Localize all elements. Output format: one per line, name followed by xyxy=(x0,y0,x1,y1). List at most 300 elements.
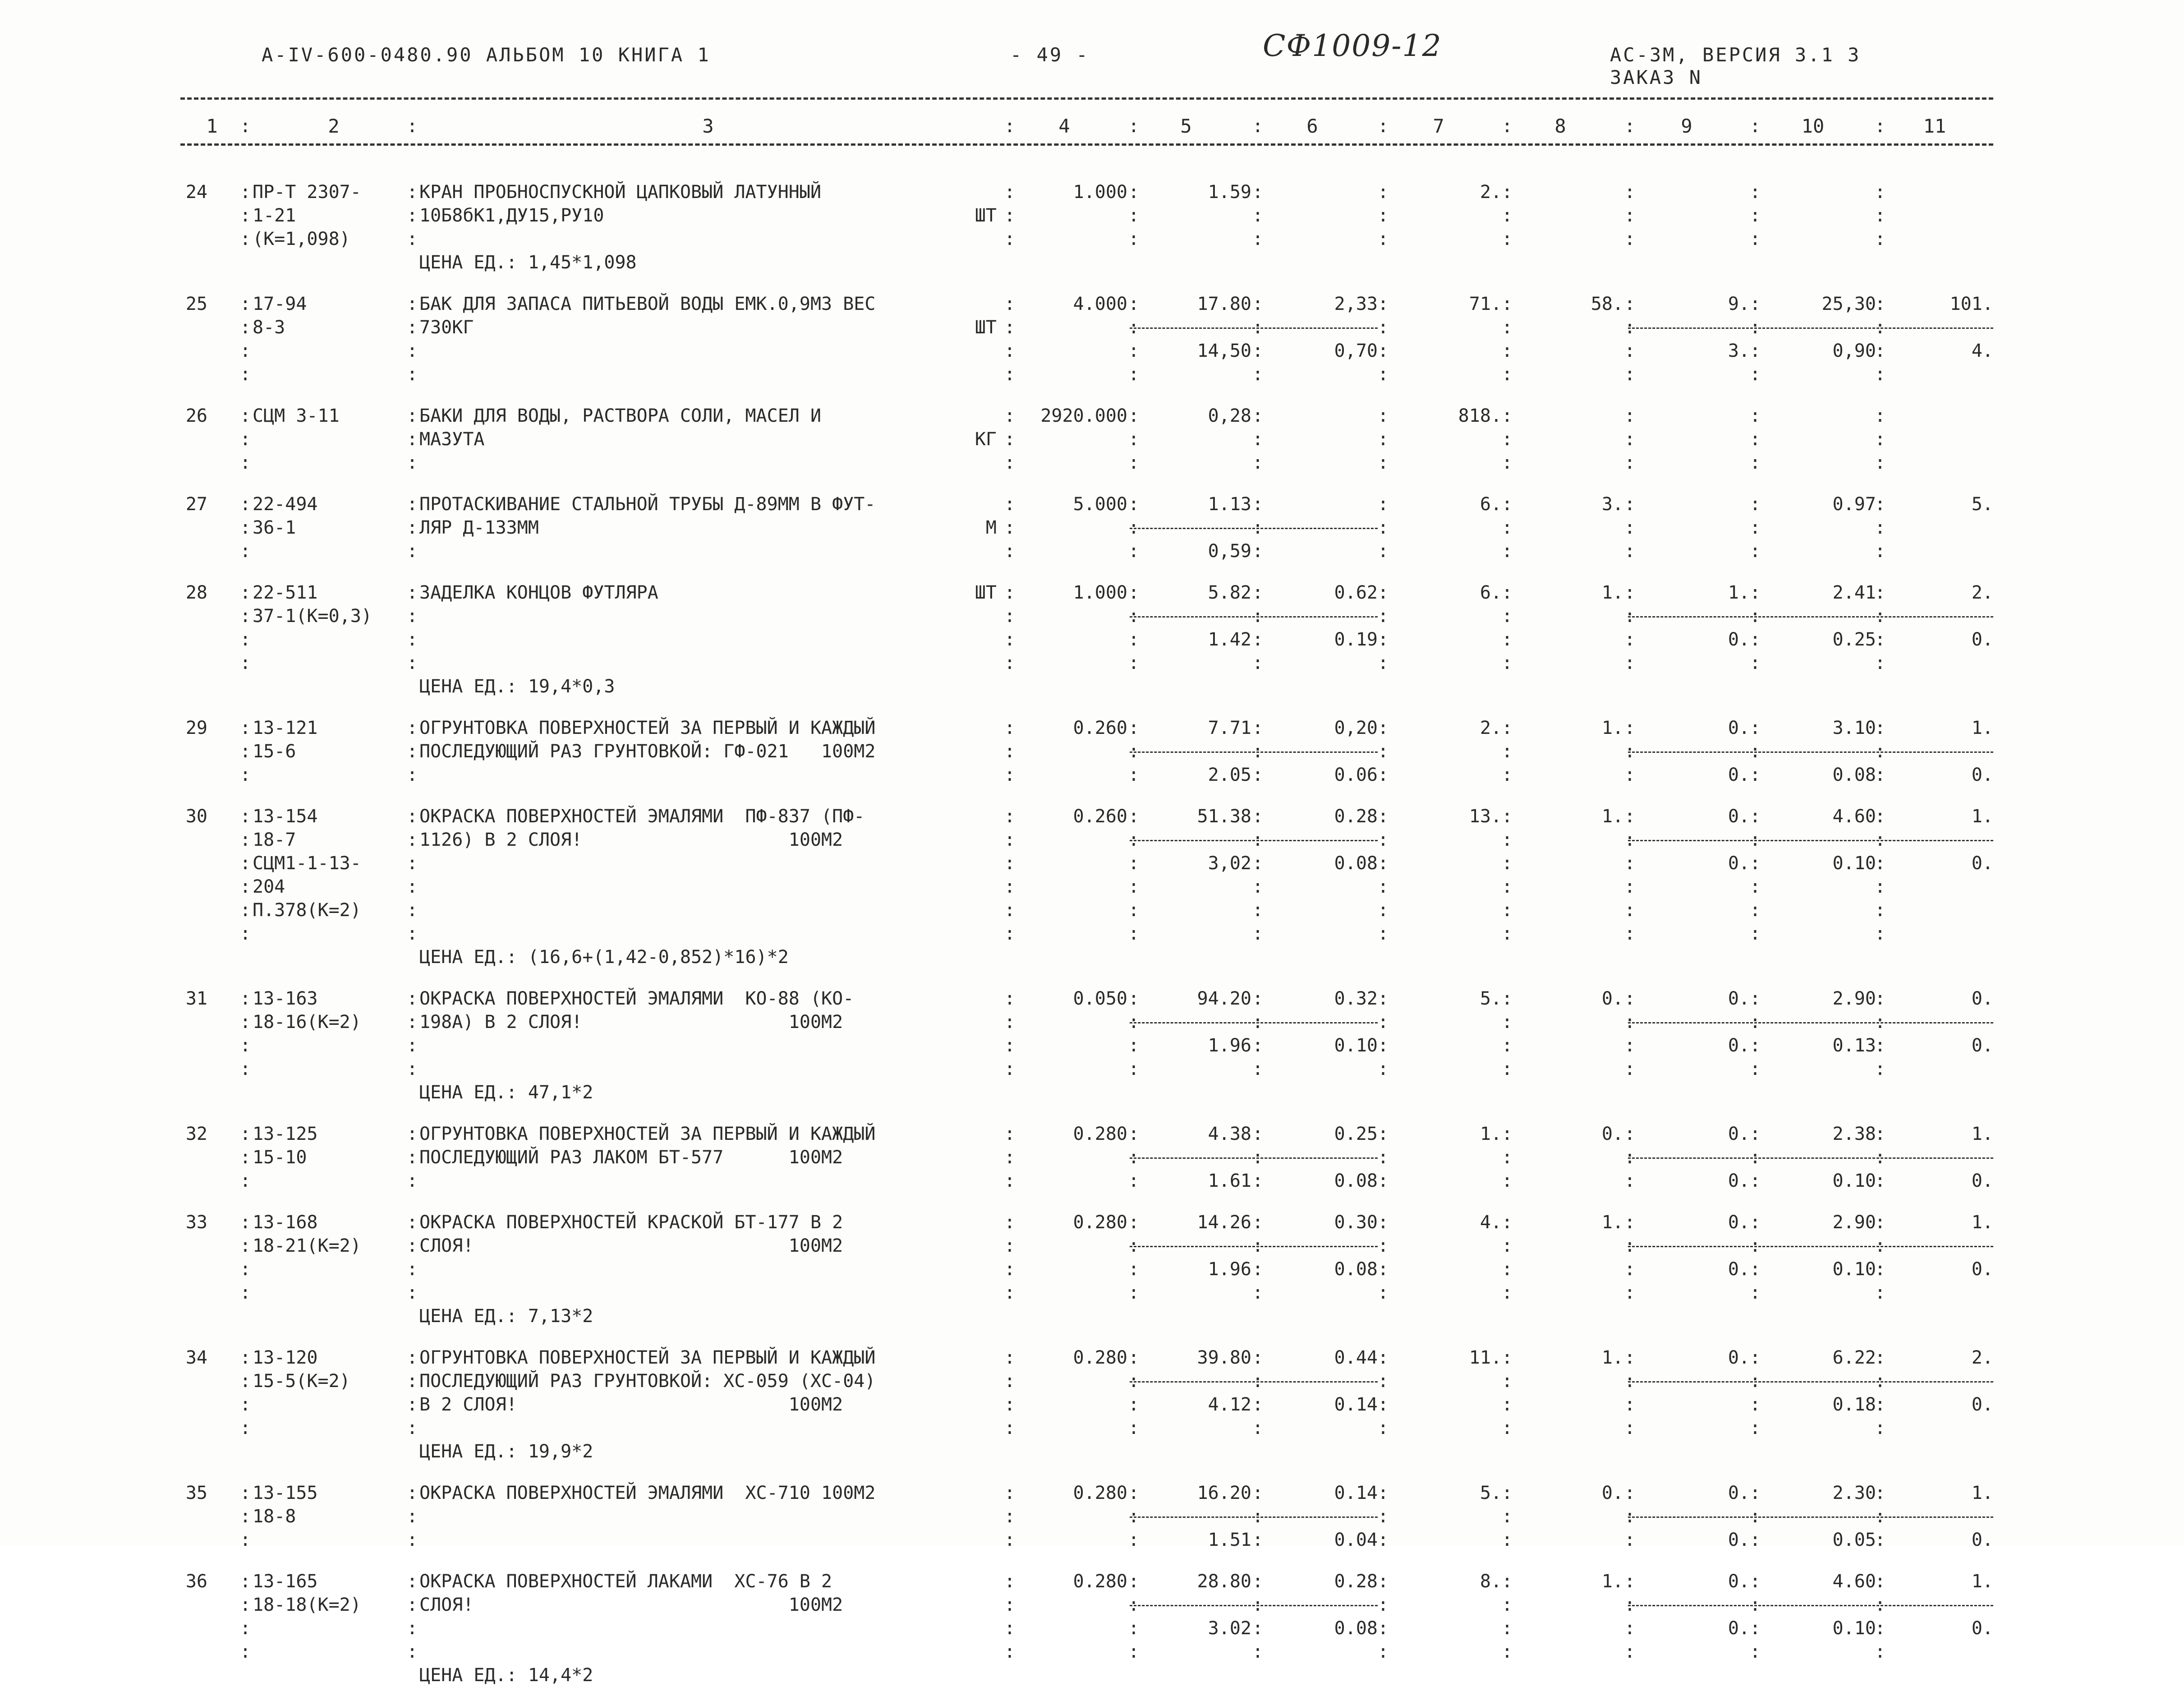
column-divider-mark: : xyxy=(1004,1595,1016,1615)
column-divider-mark: : xyxy=(407,606,418,627)
work-description: ОКРАСКА ПОВЕРХНОСТЕЙ КРАСКОЙ БТ-177 В 2 xyxy=(419,1212,843,1233)
subtotal-col-10: 0.10 xyxy=(1832,1618,1876,1639)
column-divider-mark: : xyxy=(1750,494,1761,515)
value-col-7: 6. xyxy=(1480,582,1502,603)
column-divider-mark: : xyxy=(1750,1147,1761,1168)
value-col-4: 0.260 xyxy=(1073,718,1127,738)
column-divider-mark: : xyxy=(1252,765,1264,785)
column-divider-mark: : xyxy=(1378,229,1389,249)
value-col-9: 0. xyxy=(1728,1571,1750,1592)
value-col-11: 2. xyxy=(1971,582,1993,603)
column-divider-mark: : xyxy=(1750,1394,1761,1415)
column-divider-mark: : xyxy=(1252,741,1264,762)
value-col-10: 2.90 xyxy=(1832,988,1876,1009)
subtotal-col-5: 1.42 xyxy=(1208,629,1251,650)
work-description: ОГРУНТОВКА ПОВЕРХНОСТЕЙ ЗА ПЕРВЫЙ И КАЖДЫЙ xyxy=(419,1124,876,1144)
subtotal-col-11: 0. xyxy=(1971,853,1993,874)
column-divider-mark: : xyxy=(407,429,418,450)
column-divider-mark: : xyxy=(1750,582,1761,603)
column-divider-mark: : xyxy=(407,317,418,338)
column-divider-mark: : xyxy=(1378,900,1389,921)
value-col-11: 0. xyxy=(1971,988,1993,1009)
column-divider-mark: : xyxy=(1750,1571,1761,1592)
column-divider-mark: : xyxy=(1252,900,1264,921)
value-col-5: 51.38 xyxy=(1197,806,1251,827)
program-version: АС-3М, ВЕРСИЯ 3.1 3 xyxy=(1610,44,1861,66)
column-divider-mark: : xyxy=(1378,606,1389,627)
column-divider-mark: : xyxy=(1004,1394,1016,1415)
column-divider-mark: : xyxy=(1128,1483,1140,1503)
column-divider-mark: : xyxy=(1875,1147,1886,1168)
column-divider-mark: : xyxy=(1875,1418,1886,1438)
column-divider-mark: : xyxy=(1128,923,1140,944)
column-divider-mark: : xyxy=(1004,1035,1016,1056)
column-number-6: 6 xyxy=(1306,115,1318,137)
column-divider-mark: : xyxy=(1378,341,1389,361)
column-divider-mark: : xyxy=(1128,494,1140,515)
column-divider-mark: : xyxy=(1624,452,1636,473)
row-number: 35 xyxy=(185,1483,207,1503)
column-divider-mark: : xyxy=(407,116,418,137)
subtotal-col-6: 0.04 xyxy=(1334,1530,1378,1550)
column-divider-mark: : xyxy=(407,1641,418,1662)
column-divider-mark: : xyxy=(1128,1012,1140,1032)
column-divider-mark: : xyxy=(1378,1595,1389,1615)
subtotal-dashes xyxy=(1628,1157,1993,1159)
column-divider-mark: : xyxy=(1875,1282,1886,1303)
column-divider-mark: : xyxy=(1378,1259,1389,1280)
column-divider-mark: : xyxy=(1875,629,1886,650)
column-divider-mark: : xyxy=(407,406,418,426)
column-divider-mark: : xyxy=(1624,765,1636,785)
value-col-10: 2.30 xyxy=(1832,1483,1876,1503)
column-divider-mark: : xyxy=(407,1506,418,1527)
value-col-10: 2.41 xyxy=(1832,582,1876,603)
handwritten-code: СФ1009-12 xyxy=(1263,28,1442,63)
value-col-9: 0. xyxy=(1728,1347,1750,1368)
value-col-6: 0.62 xyxy=(1334,582,1378,603)
column-divider-mark: : xyxy=(1252,1347,1264,1368)
subtotal-dashes xyxy=(1628,1022,1993,1023)
work-description: ПОСЛЕДУЮЩИЙ РАЗ ЛАКОМ БТ-577 100М2 xyxy=(419,1147,843,1168)
column-divider-mark: : xyxy=(1004,1259,1016,1280)
subtotal-dashes xyxy=(1628,616,1993,618)
value-col-8: 0. xyxy=(1601,1124,1623,1144)
subtotal-col-11: 0. xyxy=(1971,629,1993,650)
value-col-8: 1. xyxy=(1601,1212,1623,1233)
column-divider-mark: : xyxy=(1502,364,1513,385)
column-divider-mark: : xyxy=(1624,1418,1636,1438)
unit-of-measure: ШТ xyxy=(975,205,997,226)
column-divider-mark: : xyxy=(1128,1394,1140,1415)
column-divider-mark: : xyxy=(407,494,418,515)
work-description: ПОСЛЕДУЮЩИЙ РАЗ ГРУНТОВКОЙ: ХС-059 (ХС-04) xyxy=(419,1371,876,1392)
column-divider-mark: : xyxy=(1502,1418,1513,1438)
column-divider-mark: : xyxy=(1004,1171,1016,1191)
column-divider-mark: : xyxy=(1875,876,1886,897)
column-divider-mark: : xyxy=(1378,1418,1389,1438)
subtotal-col-6: 0,70 xyxy=(1334,341,1378,361)
column-divider-mark: : xyxy=(1378,1618,1389,1639)
norm-code: 17-94 xyxy=(253,294,307,314)
column-divider-mark: : xyxy=(1875,582,1886,603)
column-divider-mark: : xyxy=(1502,1035,1513,1056)
column-divider-mark: : xyxy=(1252,229,1264,249)
column-divider-mark: : xyxy=(1750,517,1761,538)
value-col-5: 28.80 xyxy=(1197,1571,1251,1592)
value-col-9: 0. xyxy=(1728,806,1750,827)
column-divider-mark: : xyxy=(1750,923,1761,944)
column-divider-mark: : xyxy=(1128,1171,1140,1191)
column-divider-mark: : xyxy=(1502,653,1513,673)
column-number-10: 10 xyxy=(1801,115,1825,137)
value-col-10: 25,30 xyxy=(1821,294,1876,314)
column-number-8: 8 xyxy=(1554,115,1566,137)
column-divider-mark: : xyxy=(240,629,251,650)
column-divider-mark: : xyxy=(1004,718,1016,738)
column-divider-mark: : xyxy=(240,1506,251,1527)
column-divider-mark: : xyxy=(407,1147,418,1168)
value-col-6: 2,33 xyxy=(1334,294,1378,314)
column-divider-mark: : xyxy=(407,1059,418,1079)
column-divider-mark: : xyxy=(1624,1530,1636,1550)
work-description: 730КГ xyxy=(419,317,474,338)
subtotal-col-6: 0.10 xyxy=(1334,1035,1378,1056)
value-col-5: 1.13 xyxy=(1208,494,1251,515)
column-divider-mark: : xyxy=(1252,1483,1264,1503)
column-divider-mark: : xyxy=(1875,1571,1886,1592)
norm-code: 13-168 xyxy=(253,1212,318,1233)
column-divider-mark: : xyxy=(1128,317,1140,338)
column-divider-mark: : xyxy=(1252,876,1264,897)
column-divider-mark: : xyxy=(1624,1171,1636,1191)
column-divider-mark: : xyxy=(1624,1506,1636,1527)
norm-code: 8-3 xyxy=(253,317,285,338)
norm-code: 13-120 xyxy=(253,1347,318,1368)
column-divider-mark: : xyxy=(1004,406,1016,426)
subtotal-col-9: 0. xyxy=(1728,765,1750,785)
value-col-6: 0.14 xyxy=(1334,1483,1378,1503)
column-divider-mark: : xyxy=(1128,116,1140,137)
column-divider-mark: : xyxy=(1875,1530,1886,1550)
subtotal-col-10: 0.10 xyxy=(1832,1259,1876,1280)
column-divider-mark: : xyxy=(1128,1506,1140,1527)
column-divider-mark: : xyxy=(1252,429,1264,450)
column-divider-mark: : xyxy=(1004,853,1016,874)
column-divider-mark: : xyxy=(1128,853,1140,874)
value-col-11: 1. xyxy=(1971,718,1993,738)
column-divider-mark: : xyxy=(240,406,251,426)
column-divider-mark: : xyxy=(1128,1641,1140,1662)
value-col-4: 0.280 xyxy=(1073,1571,1127,1592)
column-divider-mark: : xyxy=(1624,1483,1636,1503)
column-divider-mark: : xyxy=(1004,1371,1016,1392)
work-description: 10Б8бК1,ДУ15,РУ10 xyxy=(419,205,604,226)
column-divider-mark: : xyxy=(407,1418,418,1438)
column-divider-mark: : xyxy=(1502,452,1513,473)
column-divider-mark: : xyxy=(240,806,251,827)
column-divider-mark: : xyxy=(1128,1059,1140,1079)
column-divider-mark: : xyxy=(1252,1394,1264,1415)
column-divider-mark: : xyxy=(1502,923,1513,944)
unit-price-note: ЦЕНА ЕД.: 19,9*2 xyxy=(419,1441,593,1462)
column-divider-mark: : xyxy=(1875,606,1886,627)
column-divider-mark: : xyxy=(1378,1641,1389,1662)
value-col-7: 818. xyxy=(1458,406,1502,426)
column-divider-mark: : xyxy=(1378,406,1389,426)
column-divider-mark: : xyxy=(1252,1506,1264,1527)
column-divider-mark: : xyxy=(1128,429,1140,450)
column-divider-mark: : xyxy=(1502,1641,1513,1662)
norm-code: 18-21(К=2) xyxy=(253,1235,361,1256)
column-divider-mark: : xyxy=(240,205,251,226)
column-divider-mark: : xyxy=(1128,653,1140,673)
column-divider-mark: : xyxy=(1252,606,1264,627)
column-divider-mark: : xyxy=(1004,541,1016,562)
subtotal-col-11: 0. xyxy=(1971,1394,1993,1415)
column-divider-mark: : xyxy=(1750,741,1761,762)
column-divider-mark: : xyxy=(1624,1571,1636,1592)
column-divider-mark: : xyxy=(1624,923,1636,944)
column-divider-mark: : xyxy=(1502,1347,1513,1368)
column-divider-mark: : xyxy=(407,1483,418,1503)
column-divider-mark: : xyxy=(1502,1571,1513,1592)
column-divider-mark: : xyxy=(1750,1124,1761,1144)
column-divider-mark: : xyxy=(1252,1371,1264,1392)
column-divider-mark: : xyxy=(1128,1259,1140,1280)
column-divider-mark: : xyxy=(1750,900,1761,921)
column-divider-mark: : xyxy=(1750,1282,1761,1303)
column-divider-mark: : xyxy=(1624,629,1636,650)
subtotal-col-11: 4. xyxy=(1971,341,1993,361)
column-divider-mark: : xyxy=(1378,1483,1389,1503)
column-divider-mark: : xyxy=(1004,765,1016,785)
norm-code: 37-1(К=0,3) xyxy=(253,606,372,627)
column-divider-mark: : xyxy=(1128,1347,1140,1368)
column-divider-mark: : xyxy=(1624,1347,1636,1368)
column-divider-mark: : xyxy=(1004,229,1016,249)
column-divider-mark: : xyxy=(1624,182,1636,203)
column-divider-mark: : xyxy=(1502,541,1513,562)
column-divider-mark: : xyxy=(1252,1124,1264,1144)
norm-code: 15-6 xyxy=(253,741,296,762)
column-divider-mark: : xyxy=(1875,741,1886,762)
unit-price-note: ЦЕНА ЕД.: 14,4*2 xyxy=(419,1665,593,1686)
subtotal-col-6: 0.08 xyxy=(1334,1618,1378,1639)
column-divider-mark: : xyxy=(1378,629,1389,650)
value-col-8: 1. xyxy=(1601,582,1623,603)
column-divider-mark: : xyxy=(1624,341,1636,361)
column-divider-mark: : xyxy=(1750,606,1761,627)
work-description: ОКРАСКА ПОВЕРХНОСТЕЙ ЭМАЛЯМИ ХС-710 100М2 xyxy=(419,1483,876,1503)
column-divider-mark: : xyxy=(1750,806,1761,827)
norm-code: 36-1 xyxy=(253,517,296,538)
column-divider-mark: : xyxy=(1502,1595,1513,1615)
value-col-11: 1. xyxy=(1971,1212,1993,1233)
column-divider-mark: : xyxy=(1502,1259,1513,1280)
column-divider-mark: : xyxy=(1502,1371,1513,1392)
column-divider-mark: : xyxy=(407,1235,418,1256)
column-divider-mark: : xyxy=(1378,317,1389,338)
row-number: 28 xyxy=(185,582,207,603)
work-description: 1126) В 2 СЛОЯ! 100М2 xyxy=(419,830,843,850)
column-divider-mark: : xyxy=(407,653,418,673)
column-divider-mark: : xyxy=(240,830,251,850)
column-divider-mark: : xyxy=(240,1618,251,1639)
header-rule-top xyxy=(180,97,1993,100)
norm-code: 22-494 xyxy=(253,494,318,515)
work-description: ОГРУНТОВКА ПОВЕРХНОСТЕЙ ЗА ПЕРВЫЙ И КАЖДЫЙ xyxy=(419,1347,876,1368)
value-col-8: 1. xyxy=(1601,1347,1623,1368)
subtotal-col-5: 1.96 xyxy=(1208,1035,1251,1056)
column-divider-mark: : xyxy=(1502,1483,1513,1503)
column-divider-mark: : xyxy=(240,1012,251,1032)
value-col-10: 4.60 xyxy=(1832,806,1876,827)
column-divider-mark: : xyxy=(1128,1282,1140,1303)
value-col-4: 4.000 xyxy=(1073,294,1127,314)
column-divider-mark: : xyxy=(1004,806,1016,827)
column-divider-mark: : xyxy=(407,1012,418,1032)
column-divider-mark: : xyxy=(1252,988,1264,1009)
column-divider-mark: : xyxy=(1252,116,1264,137)
column-divider-mark: : xyxy=(1004,900,1016,921)
norm-code: 18-7 xyxy=(253,830,296,850)
value-col-5: 17.80 xyxy=(1197,294,1251,314)
column-number-7: 7 xyxy=(1433,115,1444,137)
unit-price-note: ЦЕНА ЕД.: 7,13*2 xyxy=(419,1306,593,1327)
column-divider-mark: : xyxy=(1004,923,1016,944)
work-description: В 2 СЛОЯ! 100М2 xyxy=(419,1394,843,1415)
column-divider-mark: : xyxy=(1502,606,1513,627)
column-divider-mark: : xyxy=(1378,923,1389,944)
column-divider-mark: : xyxy=(1750,653,1761,673)
work-description: ЛЯР Д-133ММ xyxy=(419,517,539,538)
column-divider-mark: : xyxy=(1502,1059,1513,1079)
column-divider-mark: : xyxy=(240,182,251,203)
work-description: КРАН ПРОБНОСПУСКНОЙ ЦАПКОВЫЙ ЛАТУННЫЙ xyxy=(419,182,822,203)
norm-code: ПР-Т 2307- xyxy=(253,182,361,203)
column-divider-mark: : xyxy=(1875,1371,1886,1392)
column-divider-mark: : xyxy=(407,900,418,921)
column-divider-mark: : xyxy=(1750,1483,1761,1503)
column-divider-mark: : xyxy=(1128,1147,1140,1168)
value-col-9: 0. xyxy=(1728,988,1750,1009)
column-divider-mark: : xyxy=(407,923,418,944)
norm-code: 204 xyxy=(253,876,285,897)
column-divider-mark: : xyxy=(1378,1147,1389,1168)
column-divider-mark: : xyxy=(1128,876,1140,897)
column-divider-mark: : xyxy=(1875,429,1886,450)
norm-code: 13-121 xyxy=(253,718,318,738)
unit-price-note: ЦЕНА ЕД.: 47,1*2 xyxy=(419,1082,593,1103)
column-divider-mark: : xyxy=(1128,406,1140,426)
column-divider-mark: : xyxy=(1750,1012,1761,1032)
column-divider-mark: : xyxy=(1378,116,1389,137)
column-divider-mark: : xyxy=(1502,1212,1513,1233)
subtotal-col-5: 1.96 xyxy=(1208,1259,1251,1280)
unit-price-note: ЦЕНА ЕД.: 1,45*1,098 xyxy=(419,252,637,273)
column-divider-mark: : xyxy=(1128,294,1140,314)
column-divider-mark: : xyxy=(1378,853,1389,874)
value-col-8: 1. xyxy=(1601,718,1623,738)
column-divider-mark: : xyxy=(1624,294,1636,314)
column-divider-mark: : xyxy=(240,116,251,137)
column-divider-mark: : xyxy=(407,294,418,314)
unit-price-note: ЦЕНА ЕД.: (16,6+(1,42-0,852)*16)*2 xyxy=(419,947,789,968)
column-divider-mark: : xyxy=(1624,988,1636,1009)
column-divider-mark: : xyxy=(1750,1347,1761,1368)
unit-of-measure: ШТ xyxy=(975,317,997,338)
column-divider-mark: : xyxy=(1378,988,1389,1009)
column-divider-mark: : xyxy=(1750,1506,1761,1527)
subtotal-col-9: 0. xyxy=(1728,1035,1750,1056)
column-divider-mark: : xyxy=(407,341,418,361)
subtotal-col-5: 3.02 xyxy=(1208,1618,1251,1639)
subtotal-col-10: 0.10 xyxy=(1832,1171,1876,1191)
column-divider-mark: : xyxy=(1875,364,1886,385)
column-divider-mark: : xyxy=(1004,1147,1016,1168)
subtotal-col-6: 0.08 xyxy=(1334,1171,1378,1191)
subtotal-col-9: 0. xyxy=(1728,629,1750,650)
value-col-4: 0.280 xyxy=(1073,1124,1127,1144)
work-description: ПРОТАСКИВАНИЕ СТАЛЬНОЙ ТРУБЫ Д-89ММ В ФУТ- xyxy=(419,494,876,515)
column-divider-mark: : xyxy=(1875,406,1886,426)
subtotal-col-9: 0. xyxy=(1728,1618,1750,1639)
value-col-11: 1. xyxy=(1971,1571,1993,1592)
row-number: 24 xyxy=(185,182,207,203)
column-divider-mark: : xyxy=(407,806,418,827)
column-divider-mark: : xyxy=(1750,1171,1761,1191)
work-description: ОГРУНТОВКА ПОВЕРХНОСТЕЙ ЗА ПЕРВЫЙ И КАЖДЫЙ xyxy=(419,718,876,738)
column-divider-mark: : xyxy=(1252,1059,1264,1079)
subtotal-col-6: 0.14 xyxy=(1334,1394,1378,1415)
column-divider-mark: : xyxy=(1875,1595,1886,1615)
column-divider-mark: : xyxy=(1378,205,1389,226)
column-divider-mark: : xyxy=(1875,1212,1886,1233)
column-divider-mark: : xyxy=(1128,1235,1140,1256)
column-divider-mark: : xyxy=(1378,1347,1389,1368)
column-divider-mark: : xyxy=(1004,629,1016,650)
column-divider-mark: : xyxy=(1004,830,1016,850)
norm-code: 22-511 xyxy=(253,582,318,603)
column-divider-mark: : xyxy=(1128,900,1140,921)
column-divider-mark: : xyxy=(1750,364,1761,385)
column-divider-mark: : xyxy=(1502,517,1513,538)
value-col-5: 16.20 xyxy=(1197,1483,1251,1503)
column-divider-mark: : xyxy=(407,452,418,473)
column-divider-mark: : xyxy=(407,1571,418,1592)
column-divider-mark: : xyxy=(1624,364,1636,385)
column-number-11: 11 xyxy=(1923,115,1946,137)
unit-of-measure: М xyxy=(985,517,997,538)
column-divider-mark: : xyxy=(1252,294,1264,314)
column-divider-mark: : xyxy=(1128,541,1140,562)
column-divider-mark: : xyxy=(240,988,251,1009)
subtotal-col-10: 0.18 xyxy=(1832,1394,1876,1415)
column-divider-mark: : xyxy=(1378,1124,1389,1144)
column-divider-mark: : xyxy=(407,765,418,785)
column-divider-mark: : xyxy=(1252,830,1264,850)
column-divider-mark: : xyxy=(240,900,251,921)
column-divider-mark: : xyxy=(1502,229,1513,249)
column-divider-mark: : xyxy=(1875,205,1886,226)
subtotal-col-5: 1.51 xyxy=(1208,1530,1251,1550)
value-col-8: 0. xyxy=(1601,988,1623,1009)
column-divider-mark: : xyxy=(1252,1259,1264,1280)
subtotal-col-5: 3,02 xyxy=(1208,853,1251,874)
column-divider-mark: : xyxy=(407,830,418,850)
column-divider-mark: : xyxy=(1750,229,1761,249)
